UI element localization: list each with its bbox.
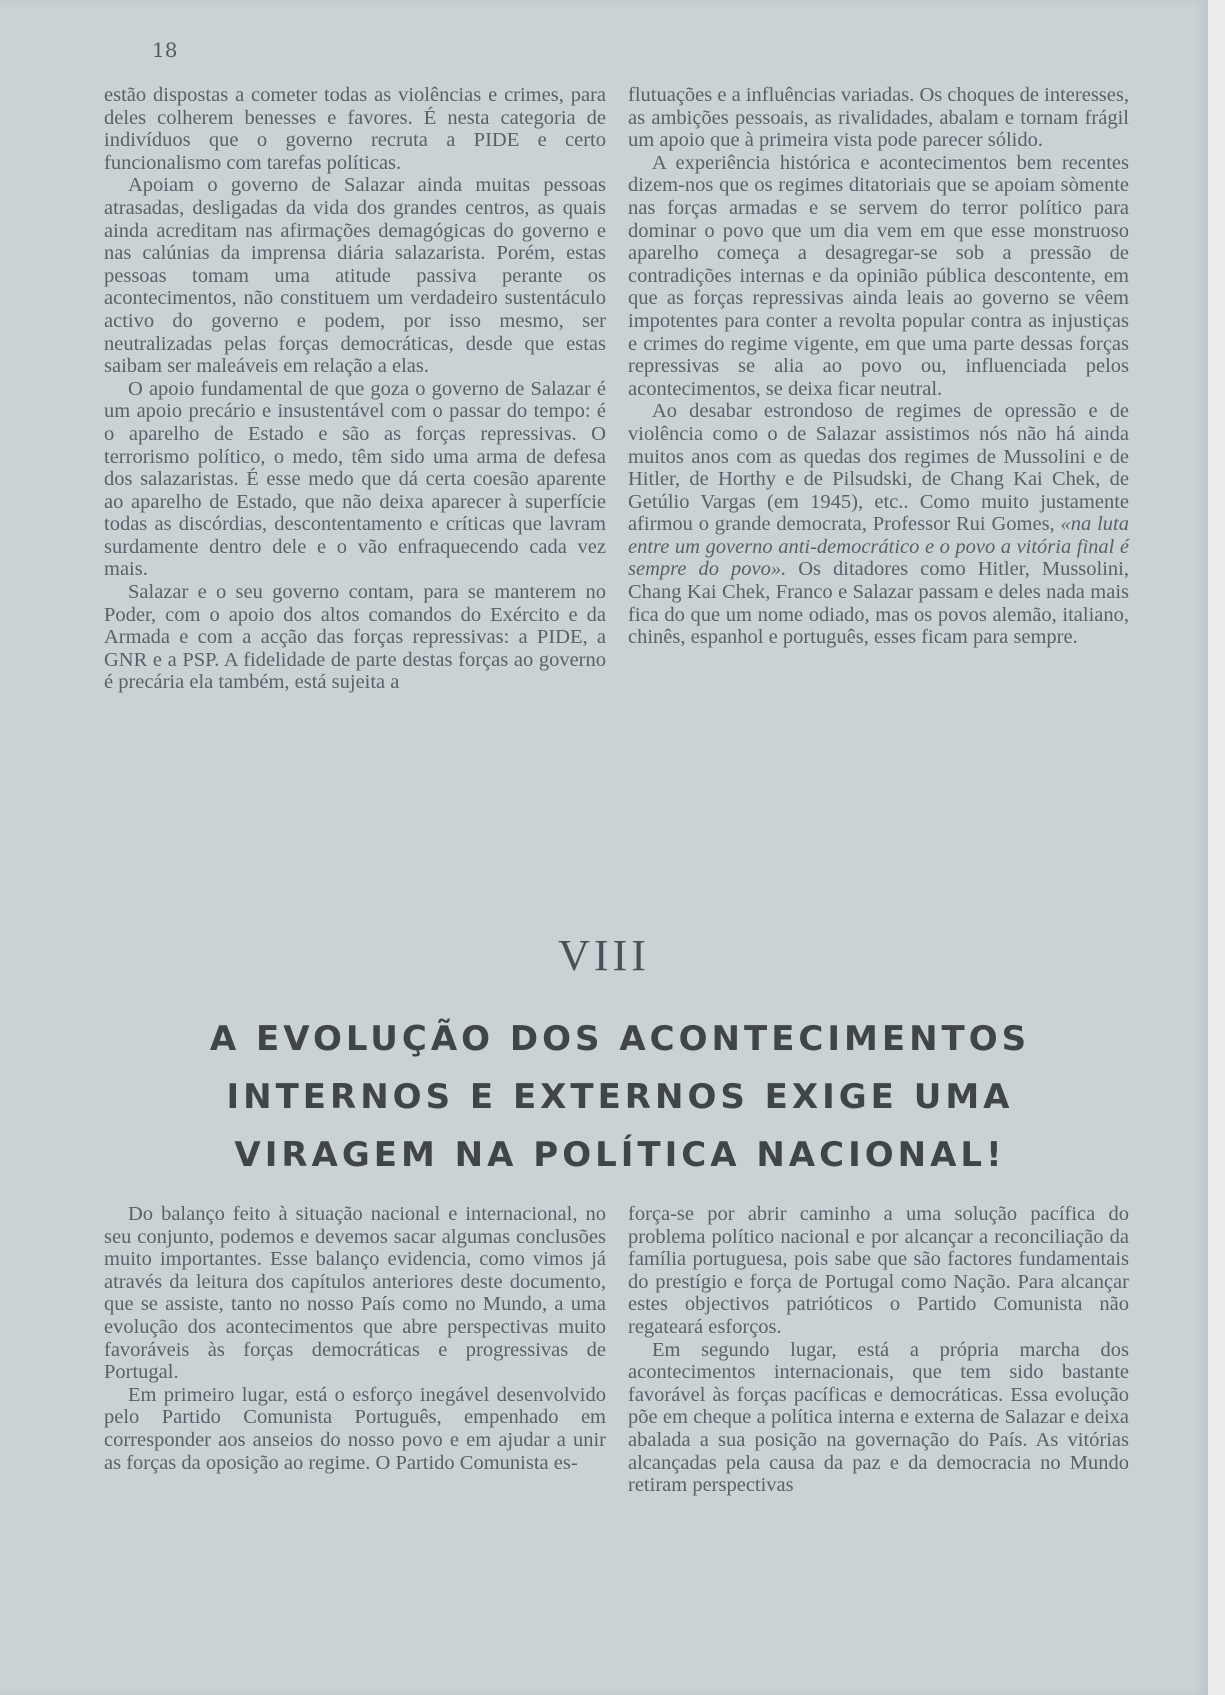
paragraph: Salazar e o seu governo contam, para se manterem no Poder, com o apoio dos altos comandos do Exército e da Armada e com a acção das forças repressivas: a PIDE, a GNR e a PSP. A fidelidade de parte destas forças ao governo é precária ela também, está sujeita a <box>104 581 606 694</box>
page-number: 18 <box>152 38 178 62</box>
paragraph: A experiência histórica e acontecimentos bem recentes dizem-nos que os regimes ditatoriais que se apoiam sòmente nas forças armadas e se servem do terror político para dominar o povo que um dia vem em que esse monstruoso aparelho começa a desagregar-se sob a pressão de contradições internas e da opinião pública descontente, em que as forças repressivas ainda leais ao governo se vêem impotentes para conter a revolta popular contra as injustiças e crimes do regime vigente, em que uma parte dessas forças repressivas se alia ao povo ou, influenciada pelos acontecimentos, se deixa ficar neutral. <box>628 151 1129 400</box>
chapter-title-line: A EVOLUÇÃO DOS ACONTECIMENTOS <box>209 1019 1031 1059</box>
chapter-title <box>170 1010 1070 1184</box>
paragraph: Do balanço feito à situação nacional e internacional, no seu conjunto, podemos e devemos sacar algumas conclusões muito importantes. Esse balanço evidencia, como vimos já através da leitura dos capítulos anteriores deste documento, que se assiste, tanto no nosso País como no Mundo, a uma evolução dos acontecimentos que abre perspectivas muito favoráveis às forças democráticas e progressivas de Portugal. <box>104 1203 606 1384</box>
paragraph: Em segundo lugar, está a própria marcha dos acontecimentos internacionais, que tem sido bastante favorável às forças pacíficas e democráticas. Essa evolução põe em cheque a política interna e externa de Salazar e deixa abalada a sua posição na governação do País. As vitórias alcançadas pela causa da paz e da democracia no Mundo retiram perspectivas <box>628 1338 1129 1497</box>
paragraph: Apoiam o governo de Salazar ainda muitas pessoas atrasadas, desligadas da vida dos grandes centros, as quais ainda acreditam nas afirmações demagógicas do governo e nas calúnias da imprensa diária salazarista. Porém, estas pessoas tomam uma atitude passiva perante os acontecimentos, não constituem um verdadeiro sustentáculo activo do governo e podem, por isso mesmo, ser neutralizadas pelas forças democráticas, desde que estas saibam ser maleáveis em relação a elas. <box>104 174 606 378</box>
paragraph <box>628 400 1129 649</box>
top-left-column <box>104 84 606 694</box>
paragraph-text: Ao desabar estrondoso de regimes de opressão e de violência como o de Salazar assistimos nós não há ainda muitos anos com as quedas dos regimes de Mussolini e de Hitler, de Horthy e de Pilsudski, de Chang Kai Chek, de Getúlio Vargas (em 1945), etc.. Como muito justamente afirmou o grande democrata, Professor Rui Gomes, <box>628 400 1129 536</box>
top-right-column <box>628 84 1129 649</box>
paragraph: Em primeiro lugar, está o esforço inegável desenvolvido pelo Partido Comunista Português, empenhado em corresponder aos anseios do nosso povo e em ajudar a unir as forças da oposição ao regime. O Partido Comunista es- <box>104 1383 606 1474</box>
paragraph-text: Os ditadores como Hitler, Mussolini, Chang Kai Chek, Franco e Salazar passam e deles nada mais fica do que um nome odiado, mas os povos alemão, italiano, chinês, espanhol e português, esses ficam para sempre. <box>628 558 1129 649</box>
chapter-title-line: INTERNOS E EXTERNOS EXIGE UMA <box>226 1077 1014 1117</box>
bottom-right-column <box>628 1203 1129 1497</box>
paragraph: estão dispostas a cometer todas as violências e crimes, para deles colherem benesses e favores. É nesta categoria de indivíduos que o governo recruta a PIDE e certo funcionalismo com tarefas políticas. <box>104 84 606 174</box>
page-edge <box>1208 0 1225 1695</box>
chapter-title-line: VIRAGEM NA POLÍTICA NACIONAL! <box>234 1135 1006 1175</box>
paragraph: O apoio fundamental de que goza o governo de Salazar é um apoio precário e insustentável com o passar do tempo: é o aparelho de Estado e são as forças repressivas. O terrorismo político, o medo, têm sido uma arma de defesa dos salazaristas. É esse medo que dá certa coesão aparente ao aparelho de Estado, que não deixa aparecer à superfície todas as discórdias, descontentamento e críticas que lavram surdamente dentro dele e o vão enfraquecendo cada vez mais. <box>104 377 606 581</box>
quote: «na luta entre um governo anti-democrático e o povo a vitória final é sempre do povo». <box>628 513 1129 581</box>
bottom-left-column <box>104 1203 606 1474</box>
paragraph: flutuações e a influências variadas. Os choques de interesses, as ambições pessoais, as rivalidades, abalam e tornam frágil um apoio que à primeira vista pode parecer sólido. <box>628 84 1129 152</box>
chapter-number: VIII <box>558 931 650 980</box>
paragraph: força-se por abrir caminho a uma solução pacífica do problema político nacional e por alcançar a reconciliação da família portuguesa, pois sabe que são factores fundamentais do prestígio e força de Portugal como Nação. Para alcançar estes objectivos patrióticos o Partido Comunista não regateará esforços. <box>628 1203 1129 1338</box>
